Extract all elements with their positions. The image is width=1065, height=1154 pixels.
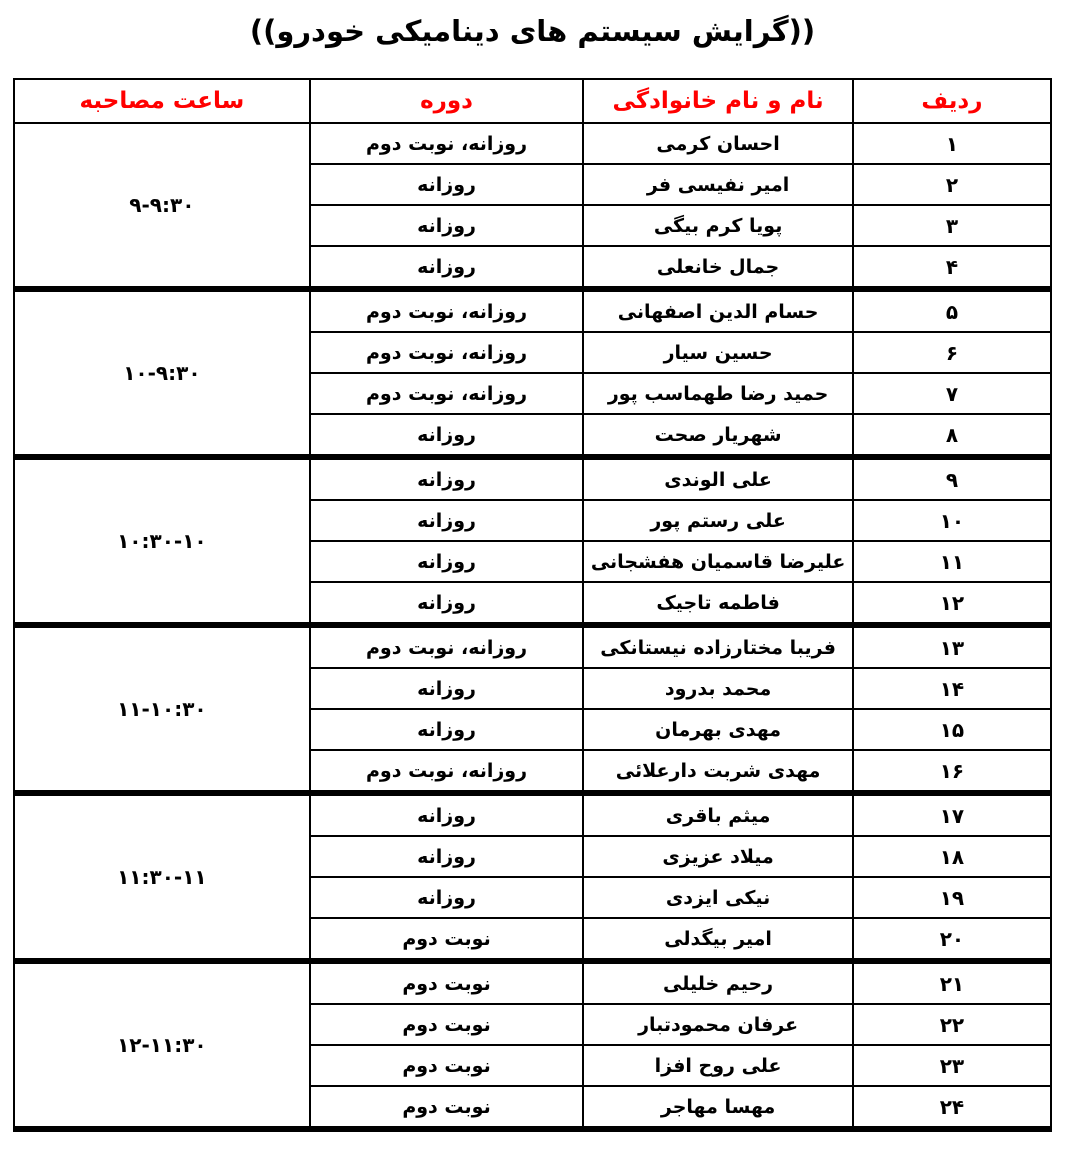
period: روزانه bbox=[310, 164, 584, 205]
candidate-name: مهدی شربت دارعلائی bbox=[583, 750, 853, 793]
row-number: ۲۰ bbox=[853, 918, 1051, 961]
candidate-name: فاطمه تاجیک bbox=[583, 582, 853, 625]
interview-time-slot bbox=[14, 961, 310, 1129]
row-number: ۹ bbox=[853, 457, 1051, 500]
candidate-name: حسام الدین اصفهانی bbox=[583, 289, 853, 332]
candidate-name: مهسا مهاجر bbox=[583, 1086, 853, 1129]
time-range: ۱۰:۳۰-۱۰ bbox=[117, 529, 207, 553]
interview-schedule-table bbox=[13, 78, 1052, 1132]
candidate-name: علیرضا قاسمیان هفشجانی bbox=[583, 541, 853, 582]
interview-time-slot bbox=[14, 457, 310, 625]
period: روزانه bbox=[310, 457, 584, 500]
period: نوبت دوم bbox=[310, 1045, 584, 1086]
row-number: ۲۳ bbox=[853, 1045, 1051, 1086]
candidate-name: محمد بدرود bbox=[583, 668, 853, 709]
period: روزانه bbox=[310, 541, 584, 582]
row-number: ۴ bbox=[853, 246, 1051, 289]
table-row bbox=[14, 123, 1051, 164]
period: روزانه bbox=[310, 414, 584, 457]
time-range: ۱۱-۱۰:۳۰ bbox=[117, 697, 207, 721]
row-number: ۱۲ bbox=[853, 582, 1051, 625]
time-range: ۹-۹:۳۰ bbox=[129, 193, 195, 217]
row-number: ۱۱ bbox=[853, 541, 1051, 582]
period: روزانه، نوبت دوم bbox=[310, 625, 584, 668]
row-number: ۲۲ bbox=[853, 1004, 1051, 1045]
table-row bbox=[14, 793, 1051, 836]
period: روزانه bbox=[310, 668, 584, 709]
period: روزانه، نوبت دوم bbox=[310, 332, 584, 373]
row-number: ۱۹ bbox=[853, 877, 1051, 918]
header-row bbox=[14, 79, 1051, 123]
period: روزانه bbox=[310, 582, 584, 625]
candidate-name: پویا کرم بیگی bbox=[583, 205, 853, 246]
row-number: ۷ bbox=[853, 373, 1051, 414]
period: روزانه bbox=[310, 205, 584, 246]
row-number: ۱ bbox=[853, 123, 1051, 164]
candidate-name: حسین سیار bbox=[583, 332, 853, 373]
row-number: ۱۷ bbox=[853, 793, 1051, 836]
candidate-name: نیکی ایزدی bbox=[583, 877, 853, 918]
period: نوبت دوم bbox=[310, 918, 584, 961]
candidate-name: علی روح افزا bbox=[583, 1045, 853, 1086]
period: روزانه bbox=[310, 836, 584, 877]
header-row-number: ردیف bbox=[853, 79, 1051, 123]
candidate-name: علی رستم پور bbox=[583, 500, 853, 541]
row-number: ۳ bbox=[853, 205, 1051, 246]
interview-time-slot bbox=[14, 289, 310, 457]
interview-time-slot bbox=[14, 123, 310, 289]
period: روزانه bbox=[310, 793, 584, 836]
candidate-name: احسان کرمی bbox=[583, 123, 853, 164]
period: روزانه، نوبت دوم bbox=[310, 289, 584, 332]
row-number: ۱۶ bbox=[853, 750, 1051, 793]
period: روزانه bbox=[310, 877, 584, 918]
candidate-name: امیر بیگدلی bbox=[583, 918, 853, 961]
interview-time-slot bbox=[14, 625, 310, 793]
row-number: ۲ bbox=[853, 164, 1051, 205]
table-row bbox=[14, 625, 1051, 668]
period: روزانه bbox=[310, 709, 584, 750]
candidate-name: فریبا مختارزاده نیستانکی bbox=[583, 625, 853, 668]
row-number: ۱۳ bbox=[853, 625, 1051, 668]
candidate-name: شهریار صحت bbox=[583, 414, 853, 457]
period: نوبت دوم bbox=[310, 961, 584, 1004]
header-interview-time: ساعت مصاحبه bbox=[14, 79, 310, 123]
candidate-name: میلاد عزیزی bbox=[583, 836, 853, 877]
period: روزانه، نوبت دوم bbox=[310, 123, 584, 164]
header-period: دوره bbox=[310, 79, 584, 123]
interview-time-slot bbox=[14, 793, 310, 961]
period: روزانه bbox=[310, 500, 584, 541]
table-row bbox=[14, 457, 1051, 500]
period: روزانه bbox=[310, 246, 584, 289]
row-number: ۱۴ bbox=[853, 668, 1051, 709]
time-range: ۱۲-۱۱:۳۰ bbox=[117, 1033, 207, 1057]
candidate-name: حمید رضا طهماسب پور bbox=[583, 373, 853, 414]
time-range: ۱۰-۹:۳۰ bbox=[123, 361, 201, 385]
row-number: ۵ bbox=[853, 289, 1051, 332]
table-row bbox=[14, 961, 1051, 1004]
row-number: ۱۰ bbox=[853, 500, 1051, 541]
period: نوبت دوم bbox=[310, 1086, 584, 1129]
row-number: ۲۴ bbox=[853, 1086, 1051, 1129]
row-number: ۱۵ bbox=[853, 709, 1051, 750]
row-number: ۲۱ bbox=[853, 961, 1051, 1004]
row-number: ۱۸ bbox=[853, 836, 1051, 877]
candidate-name: میثم باقری bbox=[583, 793, 853, 836]
candidate-name: علی الوندی bbox=[583, 457, 853, 500]
candidate-name: عرفان محمودتبار bbox=[583, 1004, 853, 1045]
table-row bbox=[14, 289, 1051, 332]
header-full-name: نام و نام خانوادگی bbox=[583, 79, 853, 123]
candidate-name: رحیم خلیلی bbox=[583, 961, 853, 1004]
period: نوبت دوم bbox=[310, 1004, 584, 1045]
period: روزانه، نوبت دوم bbox=[310, 373, 584, 414]
candidate-name: جمال خانعلی bbox=[583, 246, 853, 289]
candidate-name: مهدی بهرمان bbox=[583, 709, 853, 750]
period: روزانه، نوبت دوم bbox=[310, 750, 584, 793]
row-number: ۸ bbox=[853, 414, 1051, 457]
page-title: ((گرایش سیستم های دینامیکی خودرو)) bbox=[249, 14, 816, 48]
candidate-name: امیر نفیسی فر bbox=[583, 164, 853, 205]
time-range: ۱۱:۳۰-۱۱ bbox=[117, 865, 207, 889]
row-number: ۶ bbox=[853, 332, 1051, 373]
